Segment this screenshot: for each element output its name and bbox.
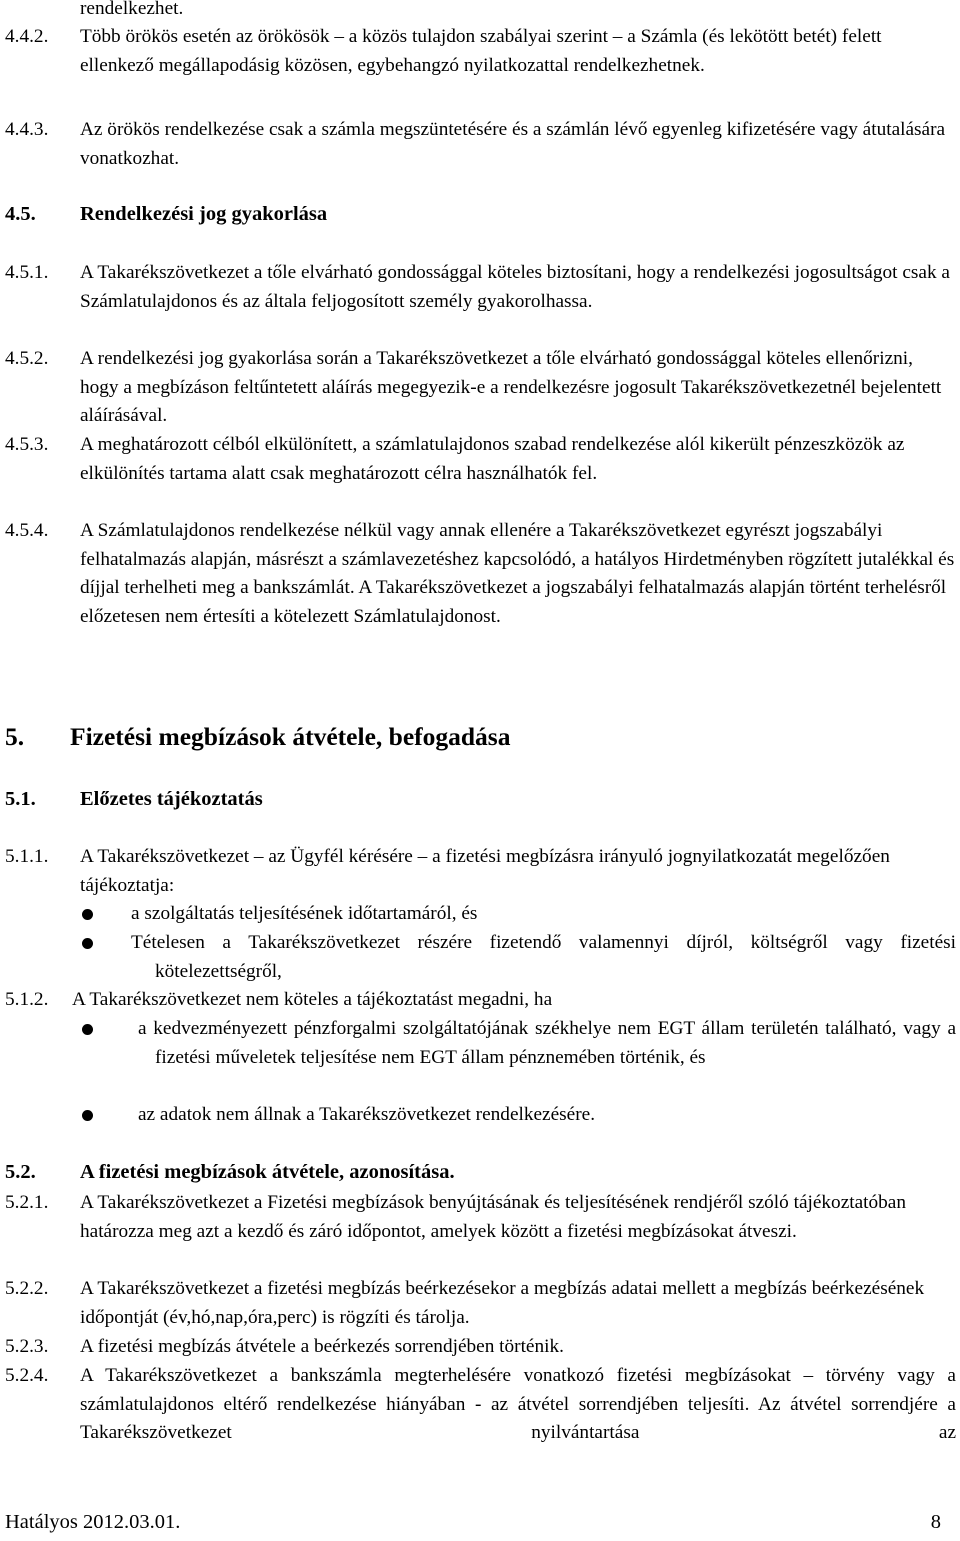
bullet-icon [82, 938, 93, 949]
heading-number: 5. [5, 722, 25, 751]
list-item [0, 929, 956, 986]
section-number: 4.5.3. [5, 434, 49, 455]
heading-number: 5.1. [5, 788, 36, 810]
section-4-4-2 [0, 23, 956, 80]
section-4-5-4 [0, 517, 956, 631]
section-4-5-1 [0, 259, 956, 316]
section-4-5-2 [0, 345, 956, 431]
section-5-2-1 [0, 1189, 956, 1246]
section-number: 5.2.3. [5, 1336, 49, 1357]
section-text: Az örökös rendelkezése csak a számla megszüntetésére és a számlán lévő egyenleg kifizetésére vagy átutalására vonatkozhat. [80, 119, 946, 169]
section-number: 4.5.1. [5, 262, 49, 283]
heading-5-1 [0, 785, 956, 814]
section-4-4-3 [0, 116, 956, 173]
section-text: A fizetési megbízás átvétele a beérkezés sorrendjében történik. [80, 1336, 564, 1357]
heading-5-2 [0, 1158, 956, 1187]
section-text: A Takarékszövetkezet a Fizetési megbízások benyújtásának és teljesítésének rendjéről szóló tájékoztatóban határozza meg azt a kezdő és záró időpontot, amelyek között a fizetési megbízásokat átveszi. [80, 1192, 907, 1242]
list-item-text: a kedvezményezett pénzforgalmi szolgáltatójának székhelye nem EGT állam területén található, vagy a fizetési műveletek teljesítése nem EGT állam pénznemében történik, és [138, 1018, 956, 1068]
section-5-1-2 [0, 986, 956, 1015]
section-number: 5.2.4. [5, 1365, 49, 1386]
heading-number: 4.5. [5, 203, 36, 225]
heading-text: Előzetes tájékoztatás [80, 788, 263, 810]
continued-text: rendelkezhet. [80, 0, 184, 19]
heading-text: Rendelkezési jog gyakorlása [80, 203, 328, 225]
section-number: 4.4.3. [5, 119, 49, 140]
section-text: A Számlatulajdonos rendelkezése nélkül vagy annak ellenére a Takarékszövetkezet egyrészt jogszabályi felhatalmazás alapján, másrészt a számlavezetéshez kapcsolódó, a hatályos Hirdetményben rögzített jutalékkal és díjjal terhelheti meg a bankszámlát. A Takarékszövetkezet a jogszabályi felhatalmazás alapján történt terhelésről előzetesen nem értesíti a kötelezett Számlatulajdonost. [80, 520, 955, 627]
section-text: A Takarékszövetkezet a bankszámla megterhelésére vonatkozó fizetési megbízásokat – törvény vagy a számlatulajdonos eltérő rendelkezése hiányában - az átvétel sorrendjében teljesíti. Az átvétel sorrendjére a Takarékszövetkezet nyilvántartása az [80, 1365, 956, 1444]
section-text: A meghatározott célból elkülönített, a számlatulajdonos szabad rendelkezése alól kikerült pénzeszközök az elkülönítés tartama alatt csak meghatározott célra használhatók fel. [80, 434, 905, 484]
list-item [0, 900, 956, 929]
bullet-icon [82, 1110, 93, 1121]
section-number: 4.4.2. [5, 26, 49, 47]
section-number: 5.1.1. [5, 846, 49, 867]
list-item-text: a szolgáltatás teljesítésének időtartamáról, és [131, 903, 478, 924]
page-footer [5, 1508, 941, 1537]
heading-text: A fizetési megbízások átvétele, azonosítása. [80, 1161, 455, 1183]
section-text: A Takarékszövetkezet a fizetési megbízás beérkezésekor a megbízás adatai mellett a megbízás beérkezésének időpontját (év,hó,nap,óra,perc) is rögzíti és tárolja. [80, 1278, 925, 1328]
bullet-icon [82, 909, 93, 920]
list-item-text: Tételesen a Takarékszövetkezet részére fizetendő valamennyi díjról, költségről vagy fizetési kötelezettségről, [131, 932, 956, 982]
heading-number: 5.2. [5, 1161, 36, 1183]
list-item-text: az adatok nem állnak a Takarékszövetkezet rendelkezésére. [138, 1104, 596, 1125]
section-5-2-3 [0, 1333, 956, 1362]
heading-text: Fizetési megbízások átvétele, befogadása [70, 722, 511, 751]
section-number: 5.1.2. [5, 989, 49, 1010]
effective-date: Hatályos 2012.03.01. [5, 1511, 181, 1533]
section-5-1-1 [0, 843, 956, 900]
section-text: A Takarékszövetkezet a tőle elvárható gondossággal köteles biztosítani, hogy a rendelkezési jogosultságot csak a Számlatulajdonos és az általa feljogosított személy gyakorolhassa. [80, 262, 950, 312]
list-item [0, 1101, 956, 1130]
section-5-2-4 [0, 1362, 956, 1448]
bullet-icon [82, 1024, 93, 1035]
section-number: 5.2.2. [5, 1278, 49, 1299]
section-text: A rendelkezési jog gyakorlása során a Takarékszövetkezet a tőle elvárható gondossággal köteles ellenőrizni, hogy a megbízáson feltűntetett aláírás megegyezik-e a rendelkezésre jogosult Takarékszövetkezetnél bejelentett aláírásával. [80, 348, 942, 427]
section-number: 4.5.4. [5, 520, 49, 541]
heading-4-5 [0, 200, 956, 229]
section-text: A Takarékszövetkezet – az Ügyfél kérésére – a fizetési megbízásra irányuló jognyilatkozatát megelőzően tájékoztatja: [80, 846, 890, 896]
section-4-5-3 [0, 431, 956, 488]
page-number: 8 [930, 1511, 941, 1533]
section-text: Több örökös esetén az örökösök – a közös tulajdon szabályai szerint – a Számla (és lekötött betét) felett ellenkező megállapodásig közösen, egybehangzó nyilatkozattal rendelkezhetnek. [80, 26, 882, 76]
chapter-heading-5 [0, 723, 956, 752]
section-number: 5.2.1. [5, 1192, 49, 1213]
section-text: A Takarékszövetkezet nem köteles a tájékoztatást megadni, ha [72, 989, 553, 1010]
section-5-2-2 [0, 1275, 956, 1332]
section-number: 4.5.2. [5, 348, 49, 369]
list-item [0, 1015, 956, 1072]
